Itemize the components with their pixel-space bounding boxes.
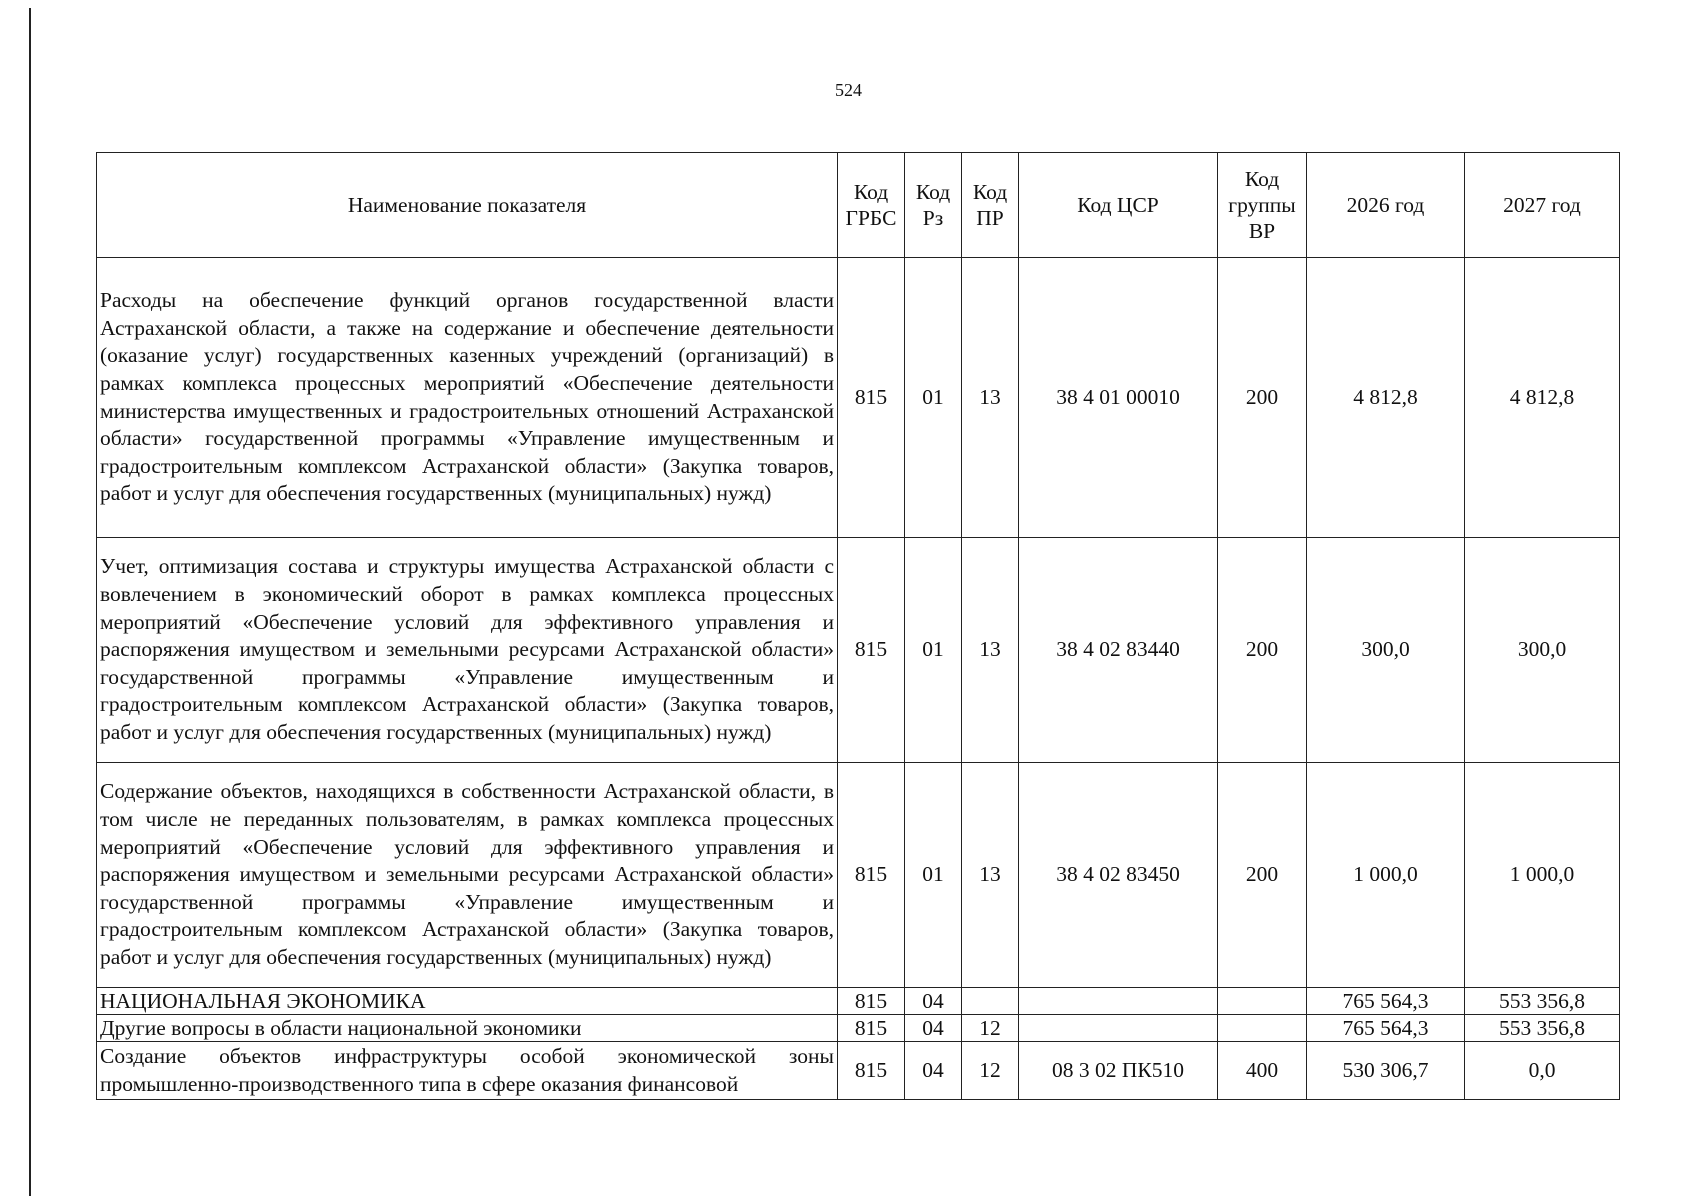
row-vr: 400	[1218, 1042, 1307, 1100]
row-csr: 38 4 01 00010	[1019, 258, 1218, 538]
row-csr	[1019, 1015, 1218, 1042]
table-row	[97, 1042, 1620, 1100]
row-2026: 300,0	[1307, 538, 1465, 763]
row-pr: 13	[962, 258, 1019, 538]
table-header-row	[97, 153, 1620, 258]
row-rz: 01	[905, 763, 962, 988]
row-vr	[1218, 1015, 1307, 1042]
table-row	[97, 988, 1620, 1015]
header-2026: 2026 год	[1307, 153, 1465, 258]
row-name: Создание объектов инфраструктуры особой экономической зоны промышленно-производственного типа в сфере оказания финансовой	[97, 1042, 838, 1100]
row-2027: 553 356,8	[1465, 988, 1620, 1015]
row-rz: 04	[905, 988, 962, 1015]
table-row	[97, 538, 1620, 763]
row-pr	[962, 988, 1019, 1015]
row-pr: 13	[962, 763, 1019, 988]
row-grbs: 815	[838, 763, 905, 988]
table-row	[97, 763, 1620, 988]
row-rz: 04	[905, 1042, 962, 1100]
row-pr: 12	[962, 1042, 1019, 1100]
page-number: 524	[835, 80, 862, 100]
row-csr: 38 4 02 83440	[1019, 538, 1218, 763]
header-rz: Код Рз	[905, 153, 962, 258]
header-grbs: Код ГРБС	[838, 153, 905, 258]
row-2027: 0,0	[1465, 1042, 1620, 1100]
row-rz: 01	[905, 258, 962, 538]
row-name: Другие вопросы в области национальной экономики	[97, 1015, 838, 1042]
row-grbs: 815	[838, 538, 905, 763]
row-2026: 765 564,3	[1307, 988, 1465, 1015]
row-2027: 300,0	[1465, 538, 1620, 763]
left-margin-line	[29, 8, 31, 1196]
row-pr: 12	[962, 1015, 1019, 1042]
header-2027: 2027 год	[1465, 153, 1620, 258]
row-2027: 4 812,8	[1465, 258, 1620, 538]
row-csr	[1019, 988, 1218, 1015]
header-pr: Код ПР	[962, 153, 1019, 258]
row-2027: 1 000,0	[1465, 763, 1620, 988]
row-grbs: 815	[838, 1042, 905, 1100]
row-name: Учет, оптимизация состава и структуры имущества Астраханской области с вовлечением в экономический оборот в рамках комплекса процессных мероприятий «Обеспечение условий для эффективного управления и распоряжения имуществом и земельными ресурсами Астраханской области» государственной программы «Управление имущественным и градостроительным комплексом Астраханской области» (Закупка товаров, работ и услуг для обеспечения государственных (муниципальных) нужд)	[97, 538, 838, 763]
row-csr: 38 4 02 83450	[1019, 763, 1218, 988]
row-vr	[1218, 988, 1307, 1015]
row-vr: 200	[1218, 538, 1307, 763]
row-grbs: 815	[838, 988, 905, 1015]
row-2027: 553 356,8	[1465, 1015, 1620, 1042]
row-name: Содержание объектов, находящихся в собственности Астраханской области, в том числе не переданных пользователям, в рамках комплекса процессных мероприятий «Обеспечение условий для эффективного управления и распоряжения имуществом и земельными ресурсами Астраханской области» государственной программы «Управление имущественным и градостроительным комплексом Астраханской области» (Закупка товаров, работ и услуг для обеспечения государственных (муниципальных) нужд)	[97, 763, 838, 988]
header-csr: Код ЦСР	[1019, 153, 1218, 258]
header-vr: Код группы ВР	[1218, 153, 1307, 258]
table-row	[97, 258, 1620, 538]
row-2026: 4 812,8	[1307, 258, 1465, 538]
row-pr: 13	[962, 538, 1019, 763]
row-name: Расходы на обеспечение функций органов государственной власти Астраханской области, а также на содержание и обеспечение деятельности (оказание услуг) государственных казенных учреждений (организаций) в рамках комплекса процессных мероприятий «Обеспечение деятельности министерства имущественных и градостроительных отношений Астраханской области» государственной программы «Управление имущественным и градостроительным комплексом Астраханской области» (Закупка товаров, работ и услуг для обеспечения государственных (муниципальных) нужд)	[97, 258, 838, 538]
budget-table	[96, 152, 1620, 1100]
row-name: НАЦИОНАЛЬНАЯ ЭКОНОМИКА	[97, 988, 838, 1015]
row-vr: 200	[1218, 763, 1307, 988]
row-2026: 1 000,0	[1307, 763, 1465, 988]
row-grbs: 815	[838, 1015, 905, 1042]
row-grbs: 815	[838, 258, 905, 538]
row-vr: 200	[1218, 258, 1307, 538]
row-2026: 530 306,7	[1307, 1042, 1465, 1100]
header-name: Наименование показателя	[97, 153, 838, 258]
row-rz: 04	[905, 1015, 962, 1042]
row-2026: 765 564,3	[1307, 1015, 1465, 1042]
table-row	[97, 1015, 1620, 1042]
row-rz: 01	[905, 538, 962, 763]
row-csr: 08 3 02 ПК510	[1019, 1042, 1218, 1100]
